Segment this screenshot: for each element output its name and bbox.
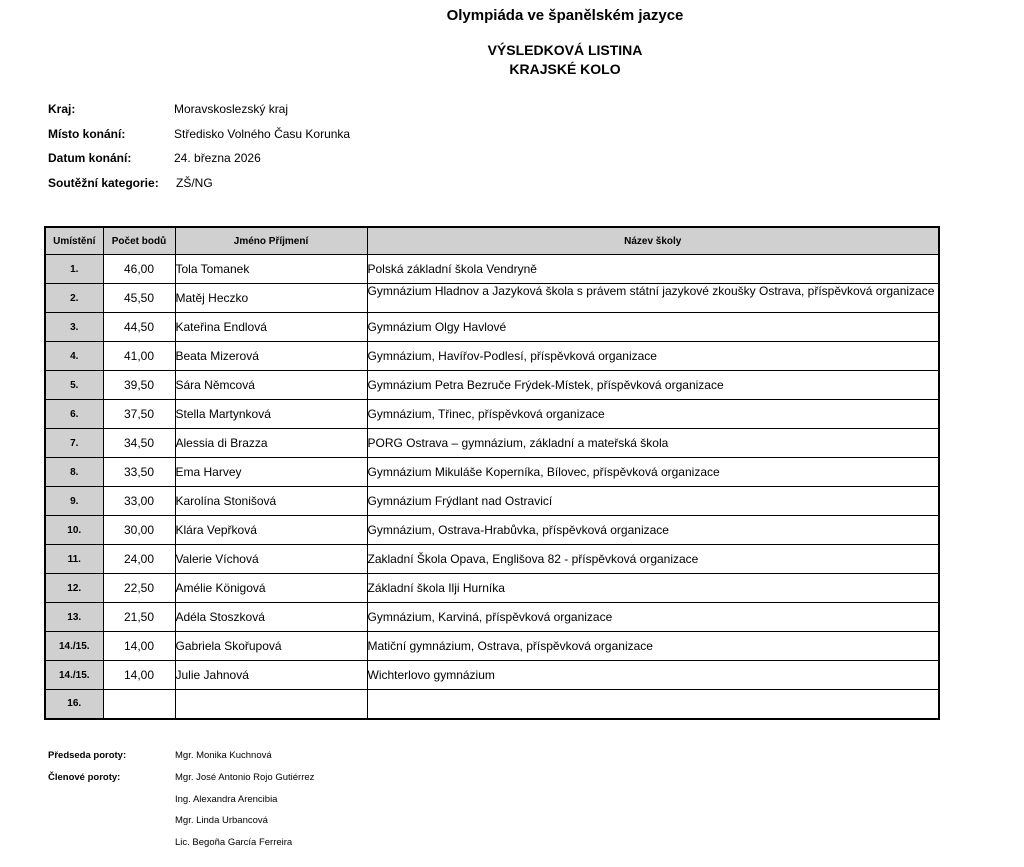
table-row	[45, 661, 939, 690]
school-cell: Gymnázium Mikuláše Koperníka, Bílovec, příspěvková organizace	[367, 458, 939, 487]
points-cell: 37,50	[103, 400, 175, 429]
school-cell: Gymnázium, Ostrava-Hrabůvka, příspěvková organizace	[367, 516, 939, 545]
name-cell: Ema Harvey	[175, 458, 367, 487]
name-cell: Julie Jahnová	[175, 661, 367, 690]
school-cell: Matiční gymnázium, Ostrava, příspěvková organizace	[367, 632, 939, 661]
info-label: Soutěžní kategorie:	[48, 175, 159, 190]
round-subtitle: KRAJSKÉ KOLO	[509, 61, 621, 77]
jury-chair-label: Předseda poroty:	[48, 750, 127, 761]
points-cell	[103, 690, 175, 719]
points-cell: 22,50	[103, 574, 175, 603]
name-cell: Kateřina Endlová	[175, 313, 367, 342]
table-row	[45, 690, 939, 719]
page-title: Olympiáda ve španělském jazyce	[446, 7, 684, 24]
school-cell: Gymnázium Petra Bezruče Frýdek-Místek, příspěvková organizace	[367, 371, 939, 400]
school-cell: PORG Ostrava – gymnázium, základní a mateřská škola	[367, 429, 939, 458]
rank-cell: 5.	[45, 371, 103, 400]
points-cell: 21,50	[103, 603, 175, 632]
school-cell: Gymnázium Olgy Havlové	[367, 313, 939, 342]
jury-chair-name: Mgr. Monika Kuchnová	[175, 750, 272, 761]
points-cell: 45,50	[103, 284, 175, 313]
rank-cell: 12.	[45, 574, 103, 603]
table-row	[45, 458, 939, 487]
rank-cell: 13.	[45, 603, 103, 632]
points-cell: 34,50	[103, 429, 175, 458]
table-row	[45, 574, 939, 603]
table-row	[45, 342, 939, 371]
school-cell: Gymnázium, Třinec, příspěvková organizace	[367, 400, 939, 429]
rank-cell: 9.	[45, 487, 103, 516]
table-row	[45, 400, 939, 429]
table-row	[45, 603, 939, 632]
table-row	[45, 371, 939, 400]
name-cell: Stella Martynková	[175, 400, 367, 429]
table-row	[45, 516, 939, 545]
name-cell: Tola Tomanek	[175, 255, 367, 284]
points-cell: 24,00	[103, 545, 175, 574]
header-school: Název školy	[367, 227, 939, 255]
rank-cell: 10.	[45, 516, 103, 545]
rank-cell: 14./15.	[45, 632, 103, 661]
name-cell: Amélie Königová	[175, 574, 367, 603]
header-rank: Umístění	[45, 227, 103, 255]
table-header-row	[45, 227, 939, 255]
points-cell: 14,00	[103, 661, 175, 690]
name-cell: Beata Mizerová	[175, 342, 367, 371]
table-row	[45, 255, 939, 284]
table-row	[45, 313, 939, 342]
table-row	[45, 429, 939, 458]
table-row	[45, 632, 939, 661]
rank-cell: 7.	[45, 429, 103, 458]
name-cell: Klára Vepřková	[175, 516, 367, 545]
rank-cell: 14./15.	[45, 661, 103, 690]
header-name: Jméno Příjmení	[175, 227, 367, 255]
points-cell: 33,50	[103, 458, 175, 487]
jury-member: Mgr. José Antonio Rojo Gutiérrez	[175, 771, 315, 783]
jury-members-label: Členové poroty:	[48, 771, 121, 783]
header-points: Počet bodů	[103, 227, 175, 255]
name-cell: Valerie Víchová	[175, 545, 367, 574]
rank-cell: 6.	[45, 400, 103, 429]
points-cell: 44,50	[103, 313, 175, 342]
school-cell: Wichterlovo gymnázium	[367, 661, 939, 690]
rank-cell: 11.	[45, 545, 103, 574]
school-cell: Gymnázium Hladnov a Jazyková škola s právem státní jazykové zkoušky Ostrava, příspěvková organizace	[367, 284, 939, 313]
info-value: ZŠ/NG	[176, 175, 213, 190]
school-cell: Základní škola Ilji Hurníka	[367, 574, 939, 603]
info-value: 24. března 2026	[174, 151, 261, 165]
results-table	[44, 226, 940, 720]
rank-cell: 2.	[45, 284, 103, 313]
jury-member: Lic. Begoña García Ferreira	[175, 837, 293, 849]
info-value: Moravskoslezský kraj	[174, 102, 289, 116]
info-label: Místo konání:	[48, 126, 126, 141]
info-label: Datum konání:	[48, 151, 132, 165]
rank-cell: 1.	[45, 255, 103, 284]
name-cell: Matěj Heczko	[175, 284, 367, 313]
name-cell: Adéla Stoszková	[175, 603, 367, 632]
name-cell: Gabriela Skořupová	[175, 632, 367, 661]
points-cell: 30,00	[103, 516, 175, 545]
table-row	[45, 284, 939, 313]
points-cell: 39,50	[103, 371, 175, 400]
rank-cell: 3.	[45, 313, 103, 342]
school-cell: Zakladní Škola Opava, Englišova 82 - příspěvková organizace	[367, 545, 939, 574]
name-cell: Karolína Stonišová	[175, 487, 367, 516]
rank-cell: 8.	[45, 458, 103, 487]
points-cell: 46,00	[103, 255, 175, 284]
school-cell: Gymnázium Frýdlant nad Ostravicí	[367, 487, 939, 516]
name-cell: Sára Němcová	[175, 371, 367, 400]
points-cell: 33,00	[103, 487, 175, 516]
school-cell: Polská základní škola Vendryně	[367, 255, 939, 284]
school-cell: Gymnázium, Havířov-Podlesí, příspěvková organizace	[367, 342, 939, 371]
rank-cell: 4.	[45, 342, 103, 371]
school-cell: Gymnázium, Karviná, příspěvková organizace	[367, 603, 939, 632]
table-row	[45, 545, 939, 574]
rank-cell: 16.	[45, 690, 103, 719]
name-cell: Alessia di Brazza	[175, 429, 367, 458]
jury-member: Ing. Alexandra Arencibia	[175, 793, 278, 805]
info-label: Kraj:	[48, 102, 76, 116]
points-cell: 14,00	[103, 632, 175, 661]
school-cell	[367, 690, 939, 719]
jury-member: Mgr. Linda Urbancová	[175, 815, 268, 827]
document-subtitle: VÝSLEDKOVÁ LISTINA	[487, 42, 643, 58]
info-value: Středisko Volného Času Korunka	[174, 126, 351, 141]
name-cell	[175, 690, 367, 719]
table-row	[45, 487, 939, 516]
points-cell: 41,00	[103, 342, 175, 371]
